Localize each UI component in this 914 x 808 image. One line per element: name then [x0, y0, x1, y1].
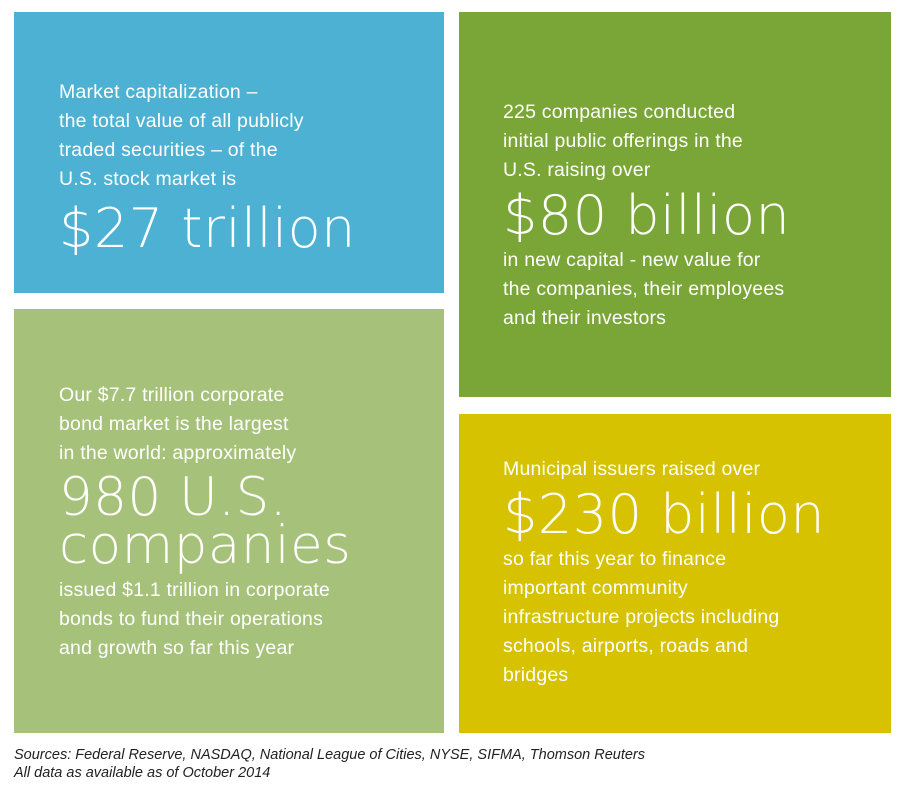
corporate-bonds-outro: issued $1.1 trillion in corporate bonds to fund their operations and growth so far this year: [59, 579, 331, 659]
municipal-figure: $230 billion: [503, 483, 826, 546]
date-note: All data as available as of October 2014: [14, 765, 271, 781]
ipo-tile: [459, 12, 891, 397]
market-cap-figure: $27 trillion: [59, 197, 356, 260]
municipal-tile: [459, 414, 891, 733]
corporate-bonds-tile: [14, 309, 444, 733]
municipal-outro: so far this year to finance important community infrastructure projects including schools, airports, roads and bridges: [503, 548, 780, 686]
market-cap-intro: Market capitalization – the total value of all publicly traded securities – of the U.S. stock market is: [59, 81, 304, 190]
ipo-intro: 225 companies conducted initial public offerings in the U.S. raising over: [503, 101, 743, 181]
ipo-figure: $80 billion: [503, 184, 791, 247]
sources-line: Sources: Federal Reserve, NASDAQ, National League of Cities, NYSE, SIFMA, Thomson Reuters: [14, 747, 646, 763]
corporate-bonds-intro: Our $7.7 trillion corporate bond market is the largest in the world: approximately: [59, 384, 297, 464]
corporate-bonds-figure: 980 U.S. companies: [59, 467, 352, 576]
market-cap-tile: [14, 12, 444, 293]
sources-footer: [14, 746, 645, 782]
municipal-intro: Municipal issuers raised over: [503, 458, 761, 480]
ipo-outro: in new capital - new value for the companies, their employees and their investors: [503, 249, 785, 329]
